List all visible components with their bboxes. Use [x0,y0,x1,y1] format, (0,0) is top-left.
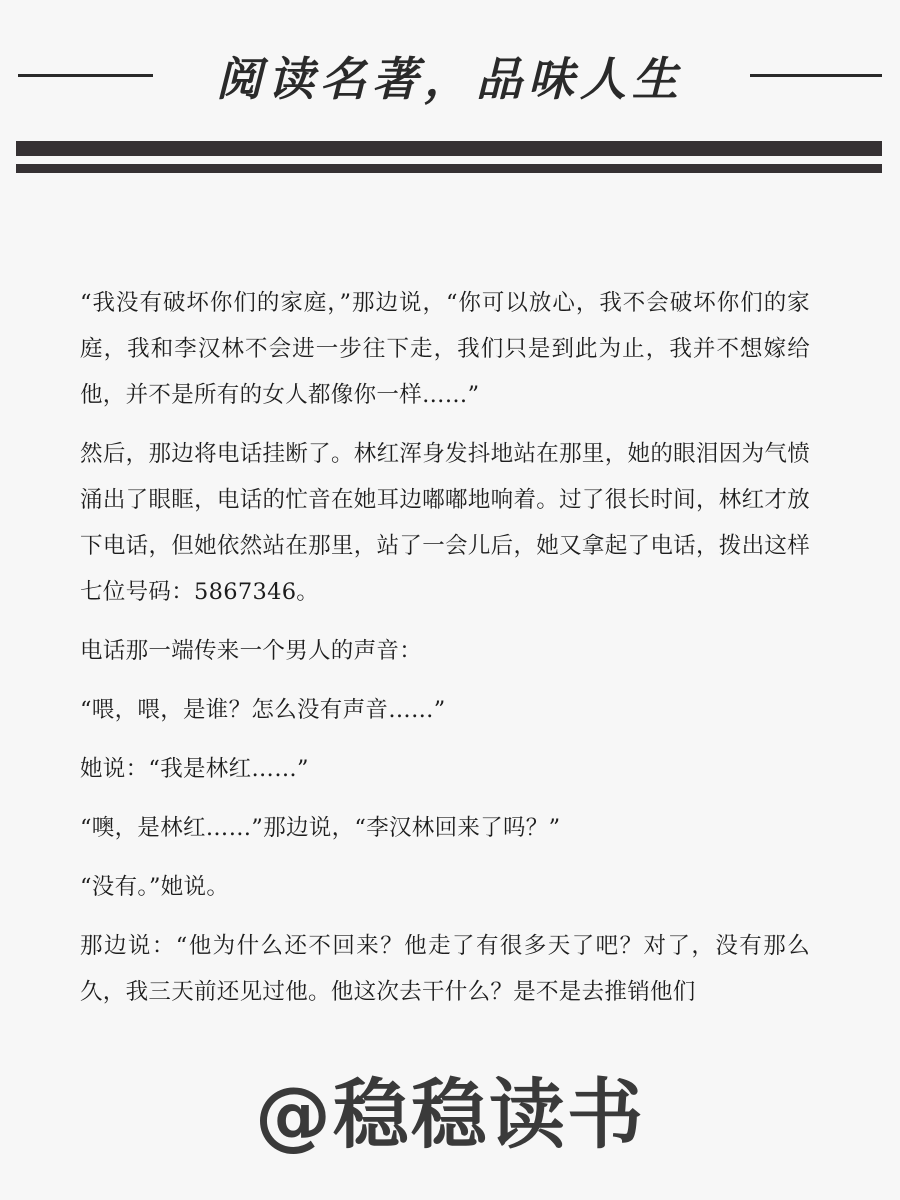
paragraph: “喂，喂，是谁？怎么没有声音……” [80,697,446,723]
title-dash-right [750,74,882,77]
author-watermark: @稳稳读书 [255,1070,645,1159]
paragraph: 电话那一端传来一个男人的声音： [80,638,423,664]
paragraph: “我没有破坏你们的家庭，”那边说，“你可以放心，我不会破坏你们的家庭，我和李汉林不会进一步往下走，我们只是到此为止，我并不想嫁给他，并不是所有的女人都像你一样……” [80,290,810,408]
paragraph: “没有。”她说。 [80,874,230,900]
page-title: 阅读名著，品味人生 [216,52,684,106]
paragraph: 她说：“我是林红……” [80,756,309,782]
title-dash-left [18,74,153,77]
divider-bar-thick [16,141,882,156]
paragraph: 那边说：“他为什么还不回来？他走了有很多天了吧？对了，没有那么久，我三天前还见过他。他这次去干什么？是不是去推销他们 [80,933,810,1005]
divider-bar-thin [16,164,882,173]
paragraph: “噢，是林红……”那边说，“李汉林回来了吗？” [80,815,561,841]
header-banner [0,0,900,190]
article-body [80,280,810,1028]
paragraph: 然后，那边将电话挂断了。林红浑身发抖地站在那里，她的眼泪因为气愤涌出了眼眶，电话的忙音在她耳边嘟嘟地响着。过了很长时间，林红才放下电话，但她依然站在那里，站了一会儿后，她又拿起了电话，拨出这样七位号码：5867346。 [80,441,810,605]
